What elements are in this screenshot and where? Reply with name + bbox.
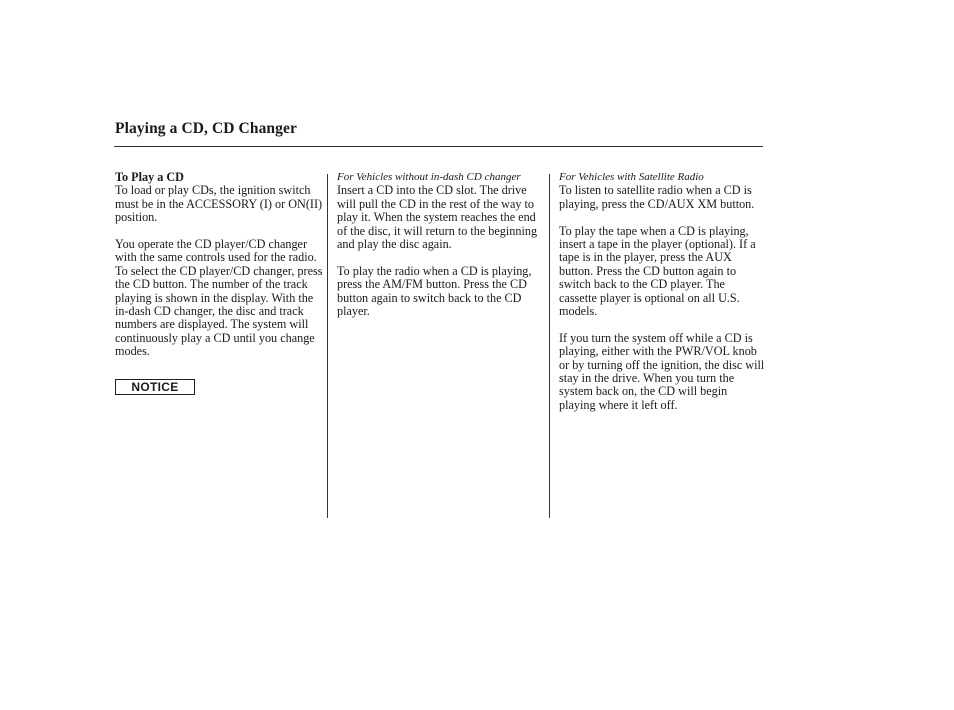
column-divider-left — [327, 174, 328, 518]
subheading-without-changer: For Vehicles without in-dash CD changer — [337, 171, 521, 183]
page-title: Playing a CD, CD Changer — [115, 120, 297, 137]
subheading-satellite-radio: For Vehicles with Satellite Radio — [559, 171, 704, 183]
paragraph-satellite: To listen to satellite radio when a CD is playing, press the CD/AUX XM button. — [559, 183, 755, 211]
paragraph-play-radio: To play the radio when a CD is playing, press the AM/FM button. Press the CD button again to switch back to the CD player. — [337, 263, 532, 319]
paragraph-turn-off: If you turn the system off while a CD is playing, either with the PWR/VOL knob or by turning off the ignition, the disc will stay in the drive. When you turn the system back on, the CD will begin playing where it left off. — [559, 330, 765, 412]
paragraph-insert-cd: Insert a CD into the CD slot. The drive will pull the CD in the rest of the way to play it. When the system reaches the end of the disc, it will return to the beginning and play the disc again. — [337, 183, 538, 252]
column-to-play-a-cd — [115, 171, 323, 395]
paragraph-tape: To play the tape when a CD is playing, insert a tape in the player (optional). If a tape is in the player, press the AUX button. Press the CD button again to switch back to the CD player. The cassette player is optional on all U.S. models. — [559, 223, 756, 319]
column-satellite-radio — [559, 171, 765, 426]
column-divider-right — [549, 174, 550, 518]
paragraph-operate: You operate the CD player/CD changer with the same controls used for the radio. To select the CD player/CD changer, press the CD button. The number of the track playing is shown in the display. With the in-dash CD changer, the disc and track numbers are displayed. The system will continuously play a CD until you change modes. — [115, 237, 323, 359]
notice-badge: NOTICE — [115, 379, 195, 395]
paragraph-ignition: To load or play CDs, the ignition switch must be in the ACCESSORY (I) or ON(II) position. — [115, 183, 323, 225]
section-heading: To Play a CD — [115, 170, 184, 184]
title-rule — [114, 146, 763, 147]
column-without-changer — [337, 171, 543, 332]
